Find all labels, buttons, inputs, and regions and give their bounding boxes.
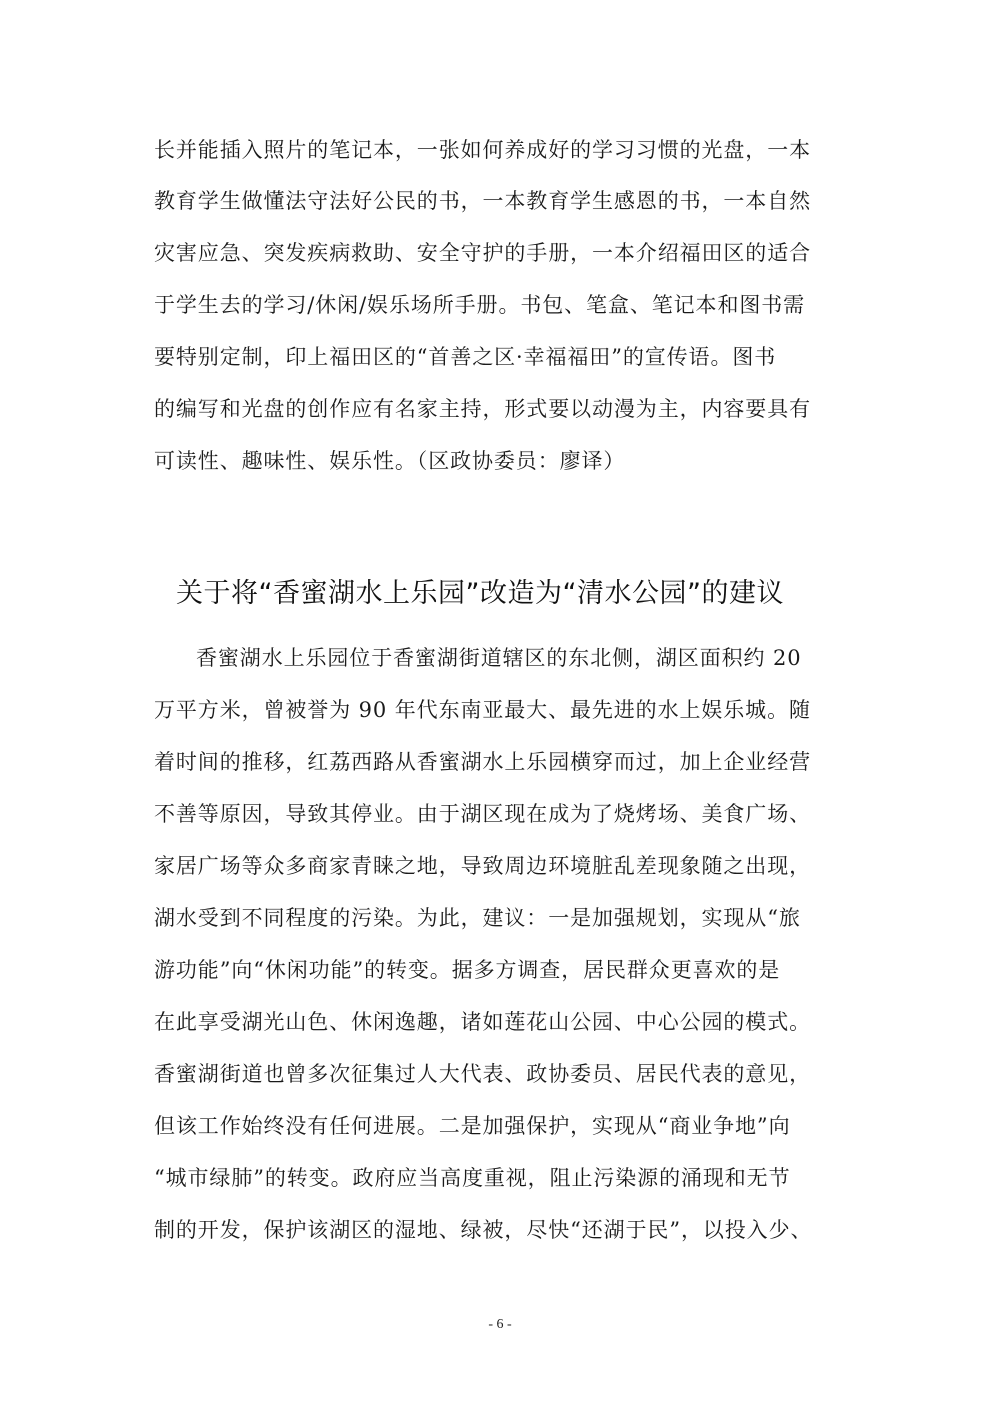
paragraph-line: “城市绿肺”的转变。政府应当高度重视，阻止污染源的涌现和无节 — [154, 1166, 791, 1190]
paragraph-line: 灾害应急、突发疾病救助、安全守护的手册，一本介绍福田区的适合 — [154, 241, 811, 265]
paragraph-line: 香蜜湖水上乐园位于香蜜湖街道辖区的东北侧，湖区面积约 20 — [196, 646, 802, 670]
paragraph-line: 香蜜湖街道也曾多次征集过人大代表、政协委员、居民代表的意见， — [154, 1062, 811, 1086]
paragraph-line: 但该工作始终没有任何进展。二是加强保护，实现从“商业争地”向 — [154, 1114, 791, 1138]
page-number: - 6 - — [488, 1317, 512, 1332]
paragraph-line: 湖水受到不同程度的污染。为此，建议：一是加强规划，实现从“旅 — [154, 906, 801, 930]
paragraph-line: 万平方米，曾被誉为 90 年代东南亚最大、最先进的水上娱乐城。随 — [154, 698, 811, 722]
paragraph-line: 着时间的推移，红荔西路从香蜜湖水上乐园横穿而过，加上企业经营 — [154, 750, 811, 774]
paragraph-line: 不善等原因，导致其停业。由于湖区现在成为了烧烤场、美食广场、 — [154, 802, 811, 826]
paragraph-line: 在此享受湖光山色、休闲逸趣，诸如莲花山公园、中心公园的模式。 — [154, 1010, 811, 1034]
paragraph-line: 家居广场等众多商家青睐之地，导致周边环境脏乱差现象随之出现， — [154, 854, 811, 878]
paragraph-line: 于学生去的学习/休闲/娱乐场所手册。书包、笔盒、笔记本和图书需 — [154, 293, 806, 317]
paragraph-line: 长并能插入照片的笔记本，一张如何养成好的学习习惯的光盘，一本 — [154, 138, 811, 162]
paragraph-line: 要特别定制，印上福田区的“首善之区·幸福福田”的宣传语。图书 — [154, 345, 777, 369]
paragraph-line: 制的开发，保护该湖区的湿地、绿被，尽快“还湖于民”，以投入少、 — [154, 1218, 813, 1242]
paragraph-line: 游功能”向“休闲功能”的转变。据多方调查，居民群众更喜欢的是 — [154, 958, 781, 982]
section-title: 关于将“香蜜湖水上乐园”改造为“清水公园”的建议 — [176, 578, 784, 609]
paragraph-line: 的编写和光盘的创作应有名家主持，形式要以动漫为主，内容要具有 — [154, 397, 811, 421]
paragraph-line: 教育学生做懂法守法好公民的书，一本教育学生感恩的书，一本自然 — [154, 189, 811, 213]
paragraph-line: 可读性、趣味性、娱乐性。（区政协委员：廖译） — [154, 449, 626, 473]
